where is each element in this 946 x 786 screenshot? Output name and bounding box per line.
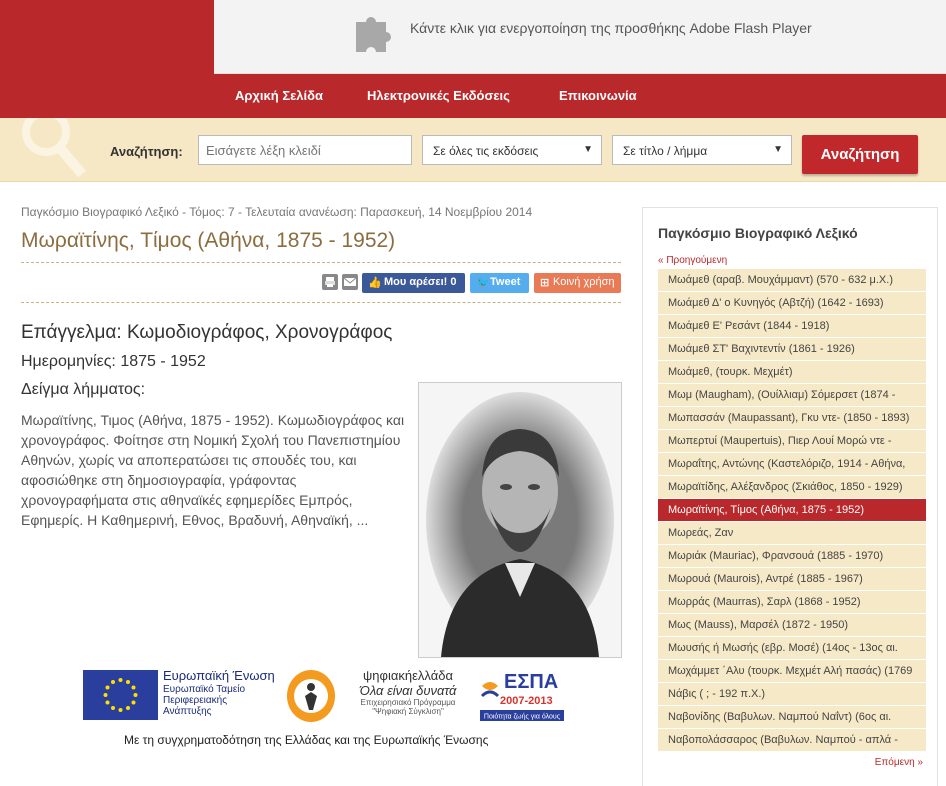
eu-line2: Περιφερειακής [163, 695, 228, 706]
sidebar-item[interactable]: Μωρουά (Maurois), Αντρέ (1885 - 1967) [658, 568, 926, 591]
espa-logo [478, 668, 566, 724]
digital-title: ψηφιακήελλάδα [363, 668, 453, 683]
search-label: Αναζήτηση: [110, 144, 183, 159]
espa-years: 2007-2013 [500, 695, 553, 707]
digital-greece-text [342, 668, 474, 716]
digital-sub2: "Ψηφιακή Σύγκλιση" [372, 707, 444, 716]
edition-select[interactable] [422, 135, 602, 165]
entry-excerpt: Μωραϊτίνης, Τιμος (Αθήνα, 1875 - 1952). Κωμωδιογράφος και χρονογράφος. Φοίτησε στη Νομική Σχολή του Πανεπιστημίου Αθηνών, χωρίς να αποπερατώσει τις σπουδές του, και αφοσιώθηκε στη δημοσιογραφία, γράφοντας χρονογραφήματα στις αθηναϊκές εφημερίδες Εμπρός, Εφημερίς. Η Καθημερινή, Εθνος, Βραδυνή, Αθηναϊκή, ... [21, 412, 405, 528]
funding-logos [80, 666, 580, 726]
share-label: Κοινή χρήση [553, 276, 615, 288]
field-select[interactable] [612, 135, 792, 165]
sidebar-item[interactable]: Μωάμεθ (αραβ. Μουχάμμαντ) (570 - 632 μ.Χ.) [658, 269, 926, 292]
eu-flag-logo [83, 670, 158, 720]
espa-title: ΕΣΠΑ [504, 671, 559, 693]
print-icon [322, 274, 338, 290]
sidebar-item[interactable]: Μωυσής ή Μωσής (εβρ. Μοσέ) (14ος - 13ος αι. [658, 637, 926, 660]
espa-slogan: Ποιότητα ζωής για όλους [483, 713, 561, 721]
edition-select-value: Σε όλες τις εκδόσεις [433, 144, 539, 158]
dropdown-arrow-icon: ▼ [773, 144, 783, 155]
entry-dates: Ημερομηνίες: 1875 - 1952 [21, 353, 206, 370]
sidebar-item[interactable]: Ναβοπολάσσαρος (Βαβυλων. Ναμπού - απλά - [658, 729, 926, 752]
sidebar-item[interactable]: Μωραϊτίδης, Αλέξανδρος (Σκιάθος, 1850 - 1929) [658, 476, 926, 499]
sidebar-list [658, 269, 926, 752]
divider [21, 302, 621, 303]
flash-message: Κάντε κλικ για ενεργοποίηση της προσθήκης Adobe Flash Player [410, 20, 812, 36]
sidebar-item[interactable]: Μωπασσάν (Maupassant), Γκυ ντε- (1850 - 1893) [658, 407, 926, 430]
facebook-like-icon: 👍 [368, 277, 382, 289]
share-plus-icon: ⊞ [540, 277, 550, 289]
sidebar-prev-link[interactable]: « Προηγούμενη [658, 255, 728, 266]
dropdown-arrow-icon: ▼ [583, 144, 593, 155]
search-bar [0, 118, 946, 182]
portrait-photo [418, 382, 622, 658]
share-button[interactable] [534, 273, 621, 293]
flash-plugin-banner[interactable] [214, 0, 946, 74]
sidebar-item[interactable]: Μωάμεθ, (τουρκ. Μεχμέτ) [658, 361, 926, 384]
sidebar-item[interactable]: Μωπερτυί (Maupertuis), Πιερ Λουί Μορώ ντε - [658, 430, 926, 453]
mail-button[interactable] [342, 274, 358, 290]
mail-icon [342, 274, 358, 290]
digital-sub1: Επιχειρησιακό Πρόγραμμα [360, 698, 456, 707]
sidebar-item[interactable]: Μως (Mauss), Μαρσέλ (1872 - 1950) [658, 614, 926, 637]
sidebar-item[interactable]: Μωραΐτης, Αντώνης (Καστελόριζο, 1914 - Αθήνα, [658, 453, 926, 476]
sidebar-next-link[interactable]: Επόμενη » [874, 757, 923, 768]
sidebar-item[interactable]: Μωρεάς, Ζαν [658, 522, 926, 545]
sidebar-item[interactable]: Μωάμεθ Δ' ο Κυνηγός (Αβτζή) (1642 - 1693) [658, 292, 926, 315]
like-label: Μου αρέσει! 0 [384, 276, 457, 288]
magnifier-watermark-icon [20, 118, 100, 182]
sidebar-item-active[interactable]: Μωραϊτίνης, Τίμος (Αθήνα, 1875 - 1952) [658, 499, 926, 522]
sidebar-item[interactable]: Μωμ (Maugham), (Ουίλλιαμ) Σόμερσετ (1874 - [658, 384, 926, 407]
nav-home-link[interactable]: Αρχική Σελίδα [235, 88, 324, 103]
sidebar [642, 207, 938, 786]
sidebar-item[interactable]: Μωάμεθ Ε' Ρεσάντ (1844 - 1918) [658, 315, 926, 338]
twitter-icon: 🐦 [476, 277, 490, 289]
sidebar-title: Παγκόσμιο Βιογραφικό Λεξικό [658, 225, 858, 241]
sidebar-item[interactable]: Μωχάμμετ ΄Αλυ (τουρκ. Μεχμέτ Αλή πασάς) (1769 [658, 660, 926, 683]
sidebar-item[interactable]: Ναβονίδης (Βαβυλων. Ναμπού Ναΐντ) (6ος αι. [658, 706, 926, 729]
eu-text [163, 668, 275, 717]
eu-line3: Ανάπτυξης [163, 706, 212, 717]
entry-profession: Επάγγελμα: Κωμοδιογράφος, Χρονογράφος [21, 322, 393, 343]
main-nav [0, 74, 946, 118]
sidebar-item[interactable]: Μωάμεθ ΣΤ' Βαχιντεντίν (1861 - 1926) [658, 338, 926, 361]
sidebar-item[interactable]: Μωριάκ (Mauriac), Φρανσουά (1885 - 1970) [658, 545, 926, 568]
puzzle-plugin-icon [350, 8, 396, 54]
facebook-like-button[interactable] [362, 273, 465, 293]
tweet-label: Tweet [490, 276, 521, 288]
eu-title: Ευρωπαϊκή Ένωση [163, 668, 275, 683]
digital-slogan: Όλα είναι δυνατά [359, 683, 457, 698]
nav-ebooks-link[interactable]: Ηλεκτρονικές Εκδόσεις [367, 88, 510, 103]
divider [21, 262, 621, 263]
search-button[interactable]: Αναζήτηση [802, 135, 918, 174]
eu-line1: Ευρωπαϊκό Ταμείο [163, 684, 246, 695]
sample-heading: Δείγμα λήμματος: [21, 381, 146, 398]
cofunding-text: Με τη συγχρηματοδότηση της Ελλάδας και της Ευρωπαϊκής Ένωσης [124, 733, 489, 747]
print-button[interactable] [322, 274, 338, 290]
nav-contact-link[interactable]: Επικοινωνία [559, 88, 637, 103]
search-input[interactable] [198, 135, 412, 165]
field-select-value: Σε τίτλο / λήμμα [623, 144, 708, 158]
digital-greece-logo [287, 670, 335, 722]
breadcrumb: Παγκόσμιο Βιογραφικό Λεξικό - Τόμος: 7 - Τελευταία ανανέωση: Παρασκευή, 14 Νοεμβρίου 2014 [21, 205, 533, 219]
sidebar-item[interactable]: Μωρράς (Maurras), Σαρλ (1868 - 1952) [658, 591, 926, 614]
sidebar-item[interactable]: Νάβις ( ; - 192 π.Χ.) [658, 683, 926, 706]
page-title: Μωραϊτίνης, Τίμος (Αθήνα, 1875 - 1952) [21, 229, 396, 252]
tweet-button[interactable] [470, 273, 529, 293]
